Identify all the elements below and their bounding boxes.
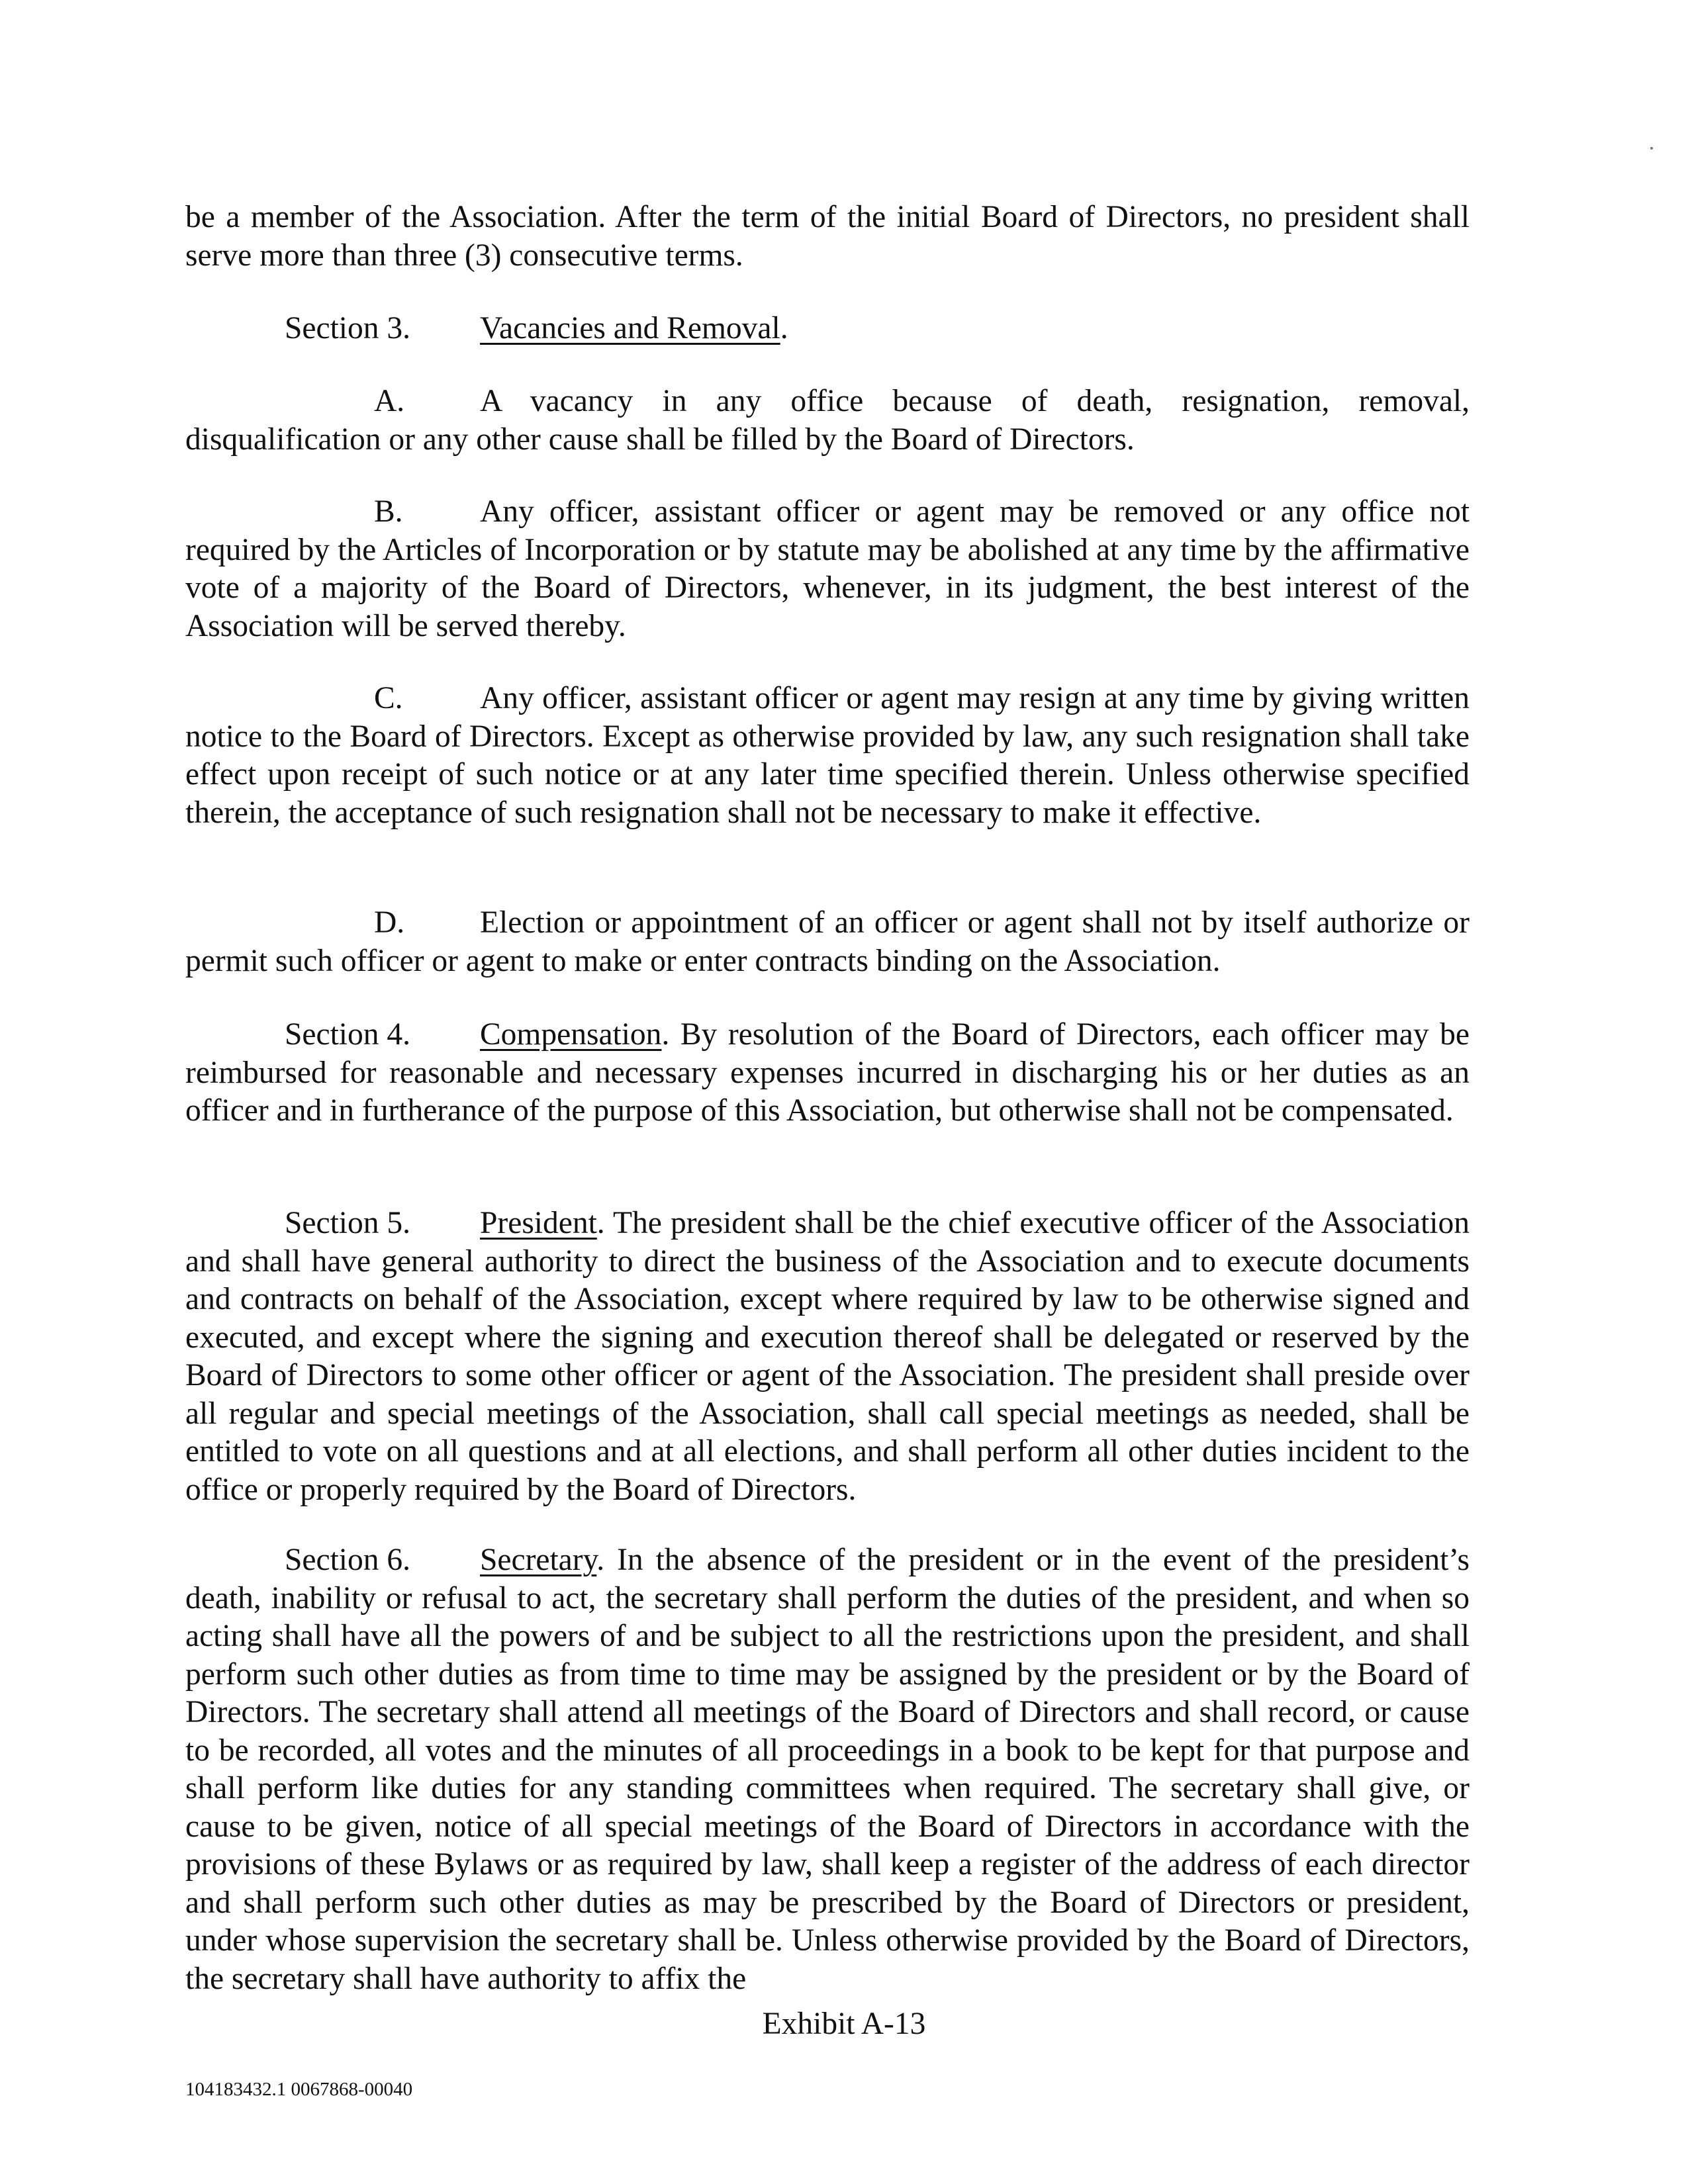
section-3-heading (185, 310, 1470, 348)
paragraph-b-text: Any officer, assistant officer or agent may be removed or any office not required by the Articles of Incorporation or by statute may be abolished at any time by the affirmative vote of a majority of the Board of Directors, whenever, in its judgment, the best interest of the Association will be served thereby. (185, 494, 1470, 643)
intro-paragraph: be a member of the Association. After the term of the initial Board of Directors, no president shall serve more than three (3) consecutive terms. (185, 200, 1470, 273)
section-5-title: President (480, 1206, 597, 1240)
section-4-number: Section 4. (285, 1017, 410, 1052)
paragraph-d-label: D. (374, 905, 405, 940)
section-5-text: . The president shall be the chief executive officer of the Association and shall have general authority to direct the business of the Association and to execute documents and contracts on behalf of the Association, except where required by law to be otherwise signed and executed, and except where the signing and execution thereof shall be delegated or reserved by the Board of Directors to some other officer or agent of the Association. The president shall preside over all regular and special meetings of the Association, shall call special meetings as needed, shall be entitled to vote on all questions and at all elections, and shall perform all other duties incident to the office or properly required by the Board of Directors. (185, 1206, 1470, 1507)
section-4-text: . By resolution of the Board of Directors, each officer may be reimbursed for reasonable and necessary expenses incurred in discharging his or her duties as an officer and in furtherance of the purpose of this Association, but otherwise shall not be compensated. (185, 1017, 1470, 1128)
scan-speck (1650, 147, 1653, 150)
paragraph-b-label: B. (374, 494, 403, 529)
paragraph-c-text: Any officer, assistant officer or agent may resign at any time by giving written notice to the Board of Directors. Except as otherwise provided by law, any such resignation shall take effect upon receipt of such notice or at any later time specified therein. Unless otherwise specified therein, the acceptance of such resignation shall not be necessary to make it effective. (185, 681, 1470, 830)
section-3-title: Vacancies and Removal (480, 311, 780, 345)
section-6-number: Section 6. (285, 1543, 410, 1577)
paragraph-c (185, 680, 1470, 832)
paragraph-c-label: C. (374, 681, 403, 715)
paragraph-d-text: Election or appointment of an officer or agent shall not by itself authorize or permit such officer or agent to make or enter contracts binding on the Association. (185, 905, 1470, 978)
section-3-number: Section 3. (285, 311, 410, 345)
exhibit-page-label: Exhibit A-13 (762, 2007, 926, 2041)
section-3-title-suffix: . (780, 311, 788, 345)
paragraph-a-text: A vacancy in any office because of death, resignation, removal, disqualification or any other cause shall be filled by the Board of Directors. (185, 384, 1470, 457)
paragraph-d (185, 904, 1470, 980)
document-number: 104183432.1 0067868-00040 (185, 2079, 413, 2100)
paragraph-a-label: A. (374, 384, 405, 418)
section-6-title: Secretary (480, 1543, 597, 1577)
section-6-paragraph (185, 1541, 1470, 1998)
section-4-title: Compensation (480, 1017, 662, 1052)
paragraph-a (185, 383, 1470, 459)
paragraph-b (185, 493, 1470, 645)
section-5-number: Section 5. (285, 1206, 410, 1240)
section-4-paragraph (185, 1016, 1470, 1130)
section-6-text: . In the absence of the president or in the event of the president’s death, inability or refusal to act, the secretary shall perform the duties of the president, and when so acting shall have all the powers of and be subject to all the restrictions upon the president, and shall perform such other duties as from time to time may be assigned by the president or by the Board of Directors. The secretary shall attend all meetings of the Board of Directors and shall record, or cause to be recorded, all votes and the minutes of all proceedings in a book to be kept for that purpose and shall perform like duties for any standing committees when required. The secretary shall give, or cause to be given, notice of all special meetings of the Board of Directors in accordance with the provisions of these Bylaws or as required by law, shall keep a register of the address of each director and shall perform such other duties as may be prescribed by the Board of Directors or president, under whose supervision the secretary shall be. Unless otherwise provided by the Board of Directors, the secretary shall have authority to affix the (185, 1543, 1470, 1996)
section-5-paragraph (185, 1205, 1470, 1509)
